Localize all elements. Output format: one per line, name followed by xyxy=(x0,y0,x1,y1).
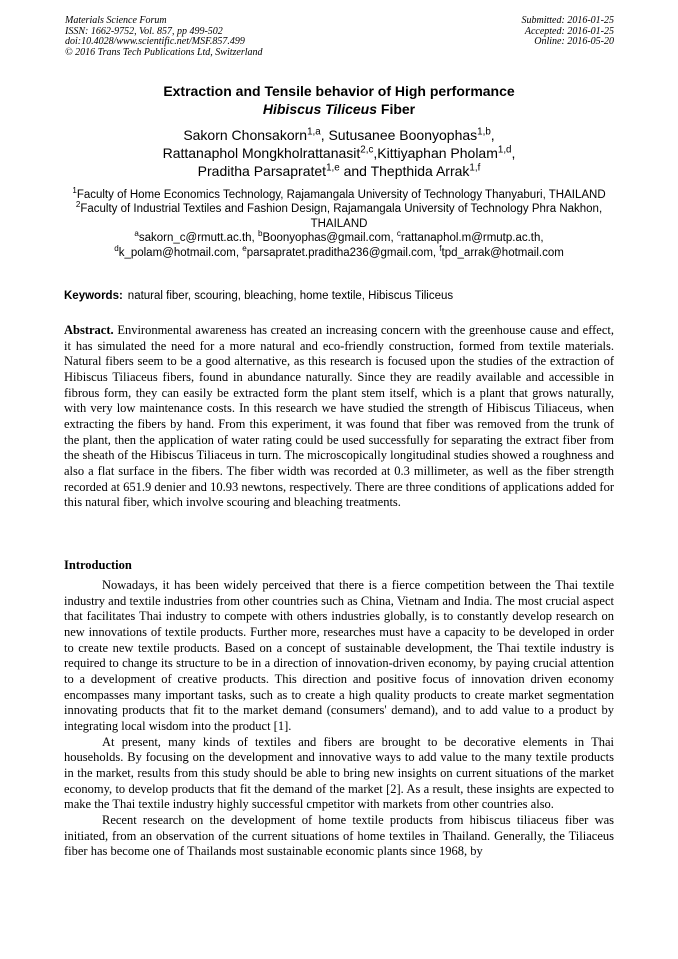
doi-line: doi:10.4028/www.scientific.net/MSF.857.499 xyxy=(65,36,245,48)
author-name: Rattanaphol Mongkholrattanasit xyxy=(162,145,361,161)
keywords-text: natural fiber, scouring, bleaching, home textile, Hibiscus Tiliceus xyxy=(127,290,454,302)
paper-title xyxy=(64,82,614,118)
issn-line: ISSN: 1662-9752, Vol. 857, pp 499-502 xyxy=(65,25,223,37)
email-sup: a xyxy=(134,229,139,239)
email-address[interactable]: k_polam@hotmail.com, xyxy=(118,246,243,259)
email-sup: d xyxy=(114,243,119,253)
email-address[interactable]: parsapratet.praditha236@gmail.com, xyxy=(246,246,440,259)
abstract-label: Abstract. xyxy=(64,323,114,337)
email-sup: b xyxy=(257,229,263,239)
title-line-2 xyxy=(64,100,614,118)
author-name: Sakorn Chonsakorn xyxy=(183,127,308,143)
author-name: Sutusanee Boonyophas xyxy=(328,127,478,143)
email-line-2 xyxy=(64,243,614,260)
abstract xyxy=(64,323,614,511)
email-address[interactable]: tpd_arrak@hotmail.com xyxy=(441,246,564,259)
affiliations xyxy=(64,188,614,260)
affiliation-2 xyxy=(64,202,614,231)
email-address[interactable]: Boonyophas@gmail.com, xyxy=(262,232,397,245)
affiliation-text: Faculty of Home Economics Technology, Rajamangala University of Technology Thanyaburi, THAILAND xyxy=(76,189,606,201)
author-name: Thepthida Arrak xyxy=(370,163,470,179)
author-affil-sup: 1,d xyxy=(497,144,512,156)
email-address[interactable]: sakorn_c@rmutt.ac.th, xyxy=(138,232,258,245)
section-heading-introduction: Introduction xyxy=(64,558,132,572)
email-sup: f xyxy=(439,243,442,253)
title-rest: Fiber xyxy=(377,101,416,117)
affiliation-1 xyxy=(64,188,614,202)
author-affil-sup: 1,b xyxy=(477,126,491,138)
author-affil-sup: 1,e xyxy=(326,162,340,174)
affiliation-sup: 1 xyxy=(72,186,77,196)
author-affil-sup: 2,c xyxy=(360,144,374,156)
affiliation-sup: 2 xyxy=(75,200,81,210)
author-name: Kittiyaphan Pholam xyxy=(377,145,498,161)
journal-header-right xyxy=(522,16,615,48)
paragraph: Recent research on the development of home textile products from hibiscus tiliaceus fiber was initiated, from an observation of the current situations of home textiles in Thailand. Generally, the Tiliaceus fiber has become one of Thailands most sustainable economic plants since 1968, by xyxy=(64,812,614,859)
keywords-label: Keywords: xyxy=(64,290,123,302)
author-affil-sup: 1,f xyxy=(469,162,481,174)
email-sup: e xyxy=(242,243,247,253)
paragraph: Nowadays, it has been widely perceived that there is a fierce competition between the Thai textile industry and textile industries from other countries such as China, Vietnam and India. The most crucial aspect that facilitates Thai industry to compete with others industries globally, is to constantly develop research on new innovations of textile products. Further more, researches must have a capacity to be developed in order to create new textile products. Based on a concept of sustainable development, the Thai textile industry is required to change its structure to be in a direction of innovation-driven economy, by paying crucial attention to a development of creative products. This direction and positive focus of innovation driven economy encompasses many important tasks, such as to create a high quality products to create market segmentation innovating products that fit to the market demand (consumers' demand), and to add value to a product by integrating local wisdom into the product [1]. xyxy=(64,578,614,733)
journal-header-left xyxy=(65,16,263,58)
copyright-line: © 2016 Trans Tech Publications Ltd, Switzerland xyxy=(65,46,263,58)
affiliation-text: Faculty of Industrial Textiles and Fashion Design, Rajamangala University of Technology Phra Nakhon, THAILAND xyxy=(80,203,603,230)
email-address[interactable]: rattanaphol.m@rmutp.ac.th, xyxy=(400,232,544,245)
online-date: Online: 2016-05-20 xyxy=(534,36,614,48)
author-affil-sup: 1,a xyxy=(307,126,321,138)
author-name: Praditha Parsapratet xyxy=(197,163,327,179)
author-list: Sakorn Chonsakorn$^{1,a}$, Sutusanee Boonyophas$^{1,b}$, Rattanaphol Mongkholrattanasit$^{2,c}$,Kittiyaphan Pholam$^{1,d}$, Praditha Parsapratet$^{1,e}$ and Thepthida Arrak$^{1,f}$ xyxy=(162,126,516,179)
paragraph: At present, many kinds of textiles and fibers are brought to be decorative elements in Thai households. By focusing on the development and innovative ways to add value to the many textile products in the market, results from this study should be able to bring new insights on current situations of the market economy, to develop products that fit the demand of the market [2]. As a result, these insights are expected to make the Thai textile industry highly successful cmpetitor with markets from other countries also. xyxy=(64,734,614,812)
introduction-body xyxy=(64,578,614,860)
title-species: Hibiscus Tiliceus xyxy=(262,101,377,117)
accepted-date: Accepted: 2016-01-25 xyxy=(524,25,614,37)
journal-name: Materials Science Forum xyxy=(65,15,167,26)
email-sup: c xyxy=(396,229,401,239)
email-line-1 xyxy=(64,231,614,245)
title-line-1: Extraction and Tensile behavior of High performance xyxy=(163,83,515,99)
abstract-text: Environmental awareness has created an increasing concern with the greenhouse cause and effect, it has simulated the need for a more natural and eco-friendly construction, formed from textile materials. Natural fibers seem to be a good alternative, as this research is focused upon the studies of the extraction of Hibiscus Tiliaceus fibers, found in abundance naturally. Since they are readily available and accessible in fibrous form, they can easily be extracted form the plant stem itself, which is a plant that grows naturally, with very low maintenance costs. In this research we have studied the strength of Hibiscus Tiliaceus, when extracting the fibers by hand. From this experiment, it was found that fiber was removed from the trunk of the plant, then the application of water rating could be used successfully for separating the extract fiber from the sheath of the Hibiscus Tiliaceus in turn. The microscopically longitudinal studies showed a roughness and also a flat surface in the fibers. The fiber width was recorded at 0.3 millimeter, as well as the fiber strength recorded at 651.9 denier and 10.93 newtons, respectively. There are three conditions of applications added for this natural fiber, which involve scouring and bleaching treatments. xyxy=(64,323,614,510)
submitted-date: Submitted: 2016-01-25 xyxy=(521,15,614,26)
keywords-line xyxy=(64,290,624,302)
